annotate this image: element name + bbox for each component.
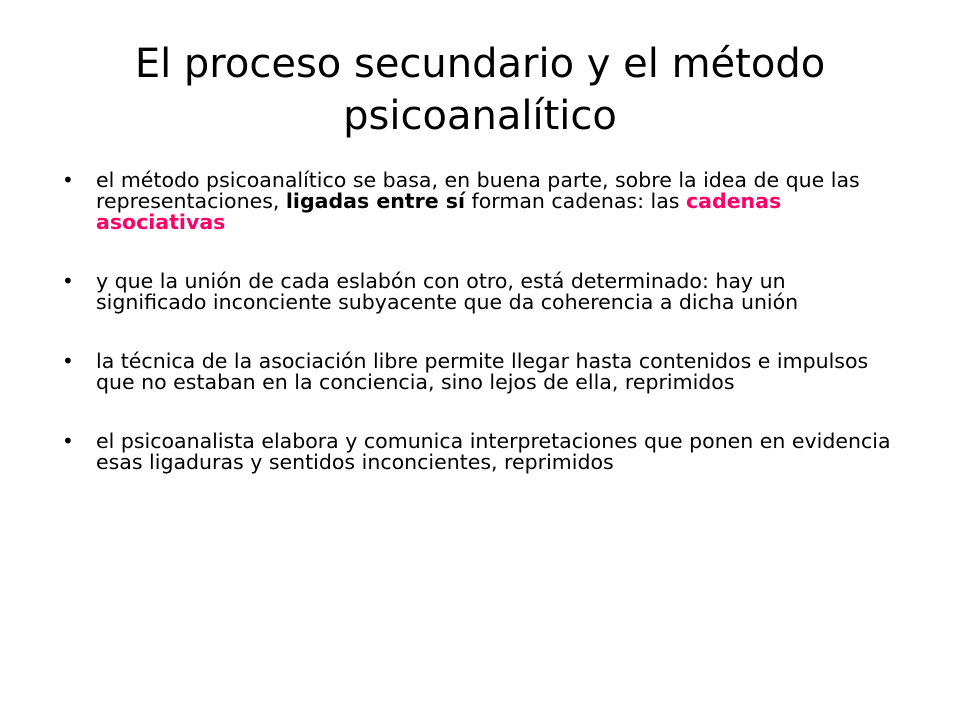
bullet-item-1 (62, 170, 902, 233)
bullet-1-text-continued: forman cadenas: las (465, 189, 686, 213)
slide-title: El proceso secundario y el método psicoanalítico (134, 41, 826, 139)
bullet-item-3 (62, 351, 902, 393)
bullet-1-text: el método psicoanalítico se basa, en buena parte, sobre la idea de que las representaciones, (96, 168, 860, 213)
bullet-list (62, 170, 902, 511)
bullet-2-text: y que la unión de cada eslabón con otro, está determinado: hay un significado inconciente subyacente que da coherencia a dicha unión (96, 269, 799, 314)
bullet-item-2 (62, 271, 902, 313)
bullet-dot-icon: • (62, 269, 74, 293)
bullet-dot-icon: • (62, 429, 74, 453)
bullet-item-4 (62, 431, 902, 473)
bullet-3-text: la técnica de la asociación libre permite llegar hasta contenidos e impulsos que no estaban en la conciencia, sino lejos de ella, reprimidos (96, 349, 869, 394)
bullet-dot-icon: • (62, 168, 74, 192)
bullet-1-bold-phrase: ligadas entre sí (285, 189, 465, 213)
bullet-1-highlight-phrase: cadenas asociativas (96, 189, 782, 234)
bullet-4-text: el psicoanalista elabora y comunica interpretaciones que ponen en evidencia esas ligaduras y sentidos inconcientes, reprimidos (96, 429, 891, 474)
bullet-dot-icon: • (62, 349, 74, 373)
